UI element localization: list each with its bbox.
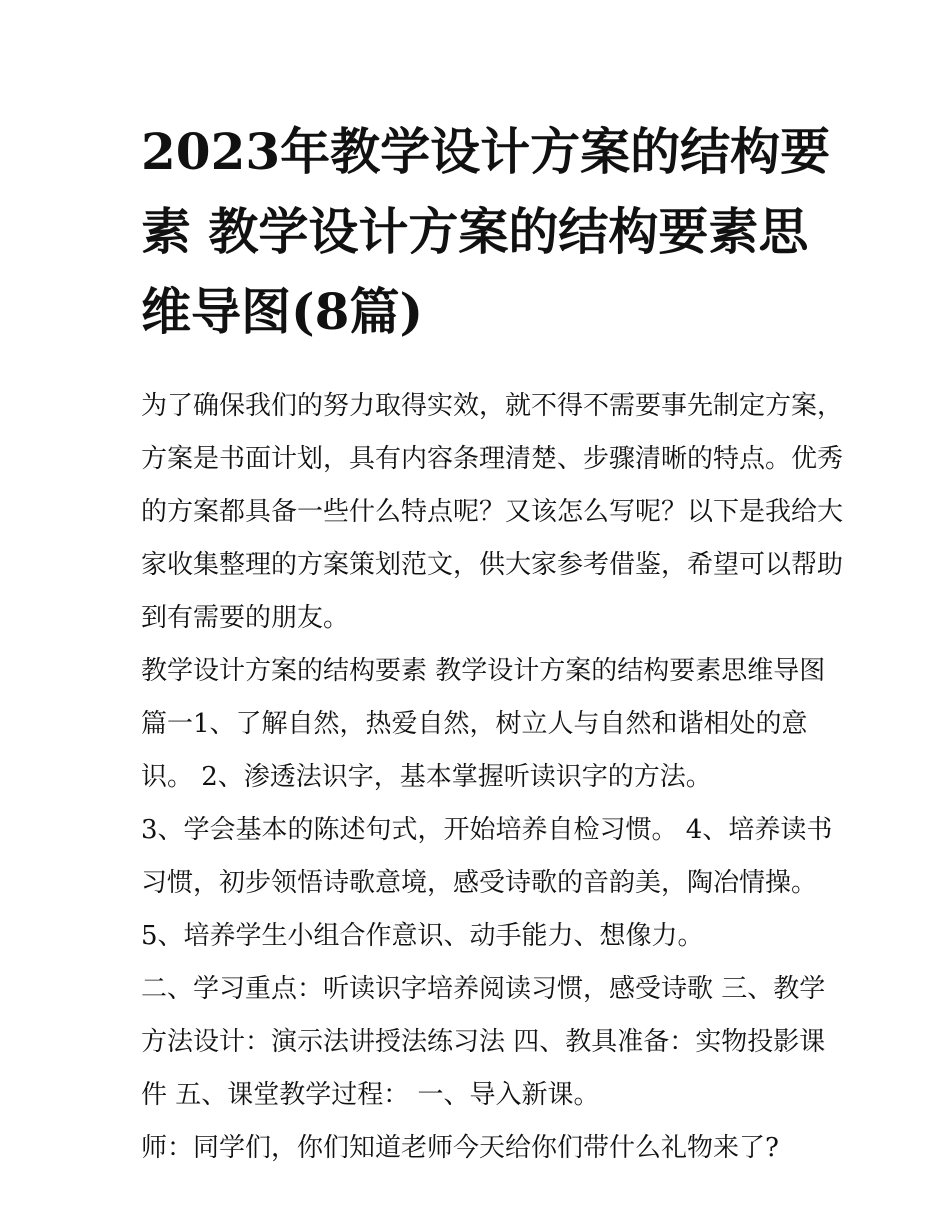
intro-paragraph: [141, 380, 844, 645]
text-line: 为了确保我们的努力取得实效，就不得不需要事先制定方案，: [141, 391, 844, 421]
text-line: 的方案都具备一些什么特点呢？又该怎么写呢？以下是我给大: [141, 497, 844, 527]
text-line: 二、学习重点：听读识字培养阅读习惯，感受诗歌 三、教学: [141, 974, 826, 1004]
objectives-paragraph-2: [141, 804, 833, 910]
title-line: 2023年教学设计方案的结构要: [141, 122, 831, 181]
text-line: 3、学会基本的陈述句式，开始培养自检习惯。 4、培养读书: [141, 815, 833, 845]
document-title: [141, 112, 831, 352]
text-line: 教学设计方案的结构要素 教学设计方案的结构要素思维导图: [141, 656, 826, 686]
text-line: 方法设计：演示法讲授法练习法 四、教具准备：实物投影课: [141, 1027, 826, 1057]
objectives-paragraph-3: [141, 910, 821, 963]
document-page: [141, 112, 844, 1175]
text-line: 习惯，初步领悟诗歌意境，感受诗歌的音韵美，陶冶情操。: [141, 868, 818, 898]
text-line: 家收集整理的方案策划范文，供大家参考借鉴，希望可以帮助: [141, 550, 844, 580]
document-body: [141, 380, 844, 1175]
method-paragraph: [141, 963, 826, 1122]
text-line: 识。 2、渗透法识字，基本掌握听读识字的方法。: [141, 762, 712, 792]
text-line: 师：同学们，你们知道老师今天给你们带什么礼物来了?: [141, 1133, 779, 1163]
objectives-paragraph: [141, 645, 826, 804]
text-line: 5、培养学生小组合作意识、动手能力、想像力。: [141, 921, 704, 951]
text-line: 篇一1、了解自然，热爱自然，树立人与自然和谐相处的意: [141, 709, 808, 739]
title-line: 维导图(8篇): [141, 282, 424, 341]
text-line: 件 五、课堂教学过程： 一、导入新课。: [141, 1080, 600, 1110]
title-line: 素 教学设计方案的结构要素思: [141, 202, 809, 261]
dialogue-paragraph: [141, 1122, 821, 1175]
text-line: 到有需要的朋友。: [141, 603, 350, 633]
text-line: 方案是书面计划，具有内容条理清楚、步骤清晰的特点。优秀: [141, 444, 844, 474]
